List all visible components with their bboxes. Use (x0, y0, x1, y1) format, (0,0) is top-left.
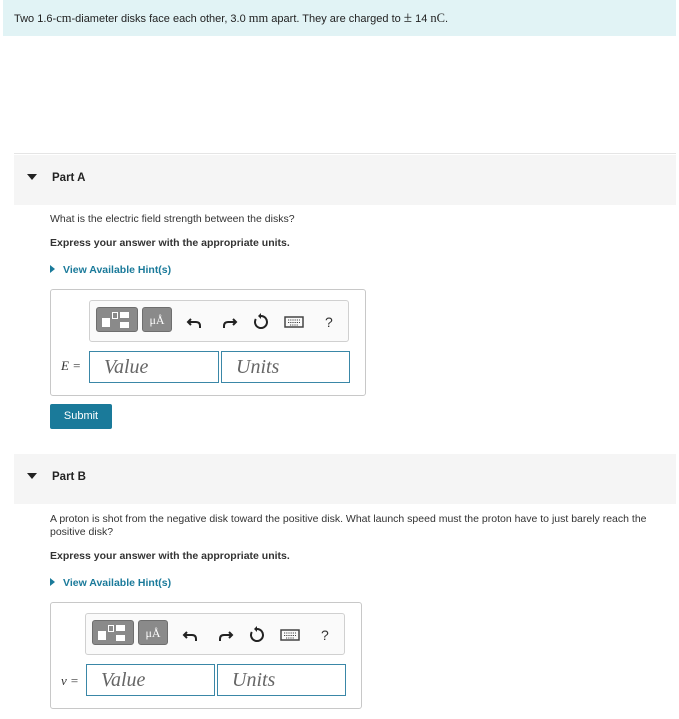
part-a-answer-box (50, 289, 366, 396)
part-a-label: Part A (52, 172, 86, 184)
redo-icon[interactable] (220, 313, 238, 331)
units-input[interactable]: Units (221, 351, 350, 383)
part-b-question: A proton is shot from the negative disk toward the positive disk. What launch speed must the proton have to just barely reach the positive disk? (50, 513, 647, 538)
part-b-header[interactable] (14, 454, 676, 504)
unit-cm: cm (56, 11, 72, 25)
problem-text: . (444, 13, 449, 25)
part-a-hint-link[interactable] (50, 264, 171, 276)
plus-minus-symbol: ± (403, 10, 413, 26)
expand-triangle-icon (50, 578, 55, 586)
fraction-template-icon[interactable] (96, 307, 138, 332)
unit-nc: nC (430, 11, 445, 25)
value-input[interactable]: Value (89, 351, 219, 383)
math-toolbar (89, 300, 349, 342)
problem-text: Two 1.6- (14, 13, 57, 25)
problem-text: apart. They are charged to (268, 13, 404, 25)
undo-icon[interactable] (182, 626, 200, 644)
units-button-label: μÅ (145, 626, 161, 640)
reset-icon[interactable] (248, 626, 266, 644)
part-a-instruction: Express your answer with the appropriate units. (50, 237, 290, 249)
math-toolbar (85, 613, 345, 655)
part-b-label: Part B (52, 471, 86, 483)
units-icon[interactable] (142, 307, 172, 332)
hint-label: View Available Hint(s) (63, 264, 172, 276)
value-input[interactable]: Value (86, 664, 215, 696)
divider (14, 153, 676, 154)
units-input[interactable]: Units (217, 664, 346, 696)
part-b-instruction: Express your answer with the appropriate units. (50, 550, 290, 562)
problem-text: -diameter disks face each other, 3.0 (71, 13, 249, 25)
part-a-question: What is the electric field strength between the disks? (50, 213, 295, 225)
hint-label: View Available Hint(s) (63, 577, 172, 589)
units-button-label: μÅ (149, 313, 165, 327)
variable-v-label: v = (61, 673, 79, 688)
fraction-template-icon[interactable] (92, 620, 134, 645)
collapse-triangle-icon[interactable] (27, 473, 37, 479)
expand-triangle-icon (50, 265, 55, 273)
reset-icon[interactable] (252, 313, 270, 331)
variable-e-label: E = (61, 358, 81, 373)
charge-value: 14 (412, 13, 431, 25)
unit-mm: mm (248, 11, 269, 25)
part-b-hint-link[interactable] (50, 577, 171, 589)
collapse-triangle-icon[interactable] (27, 174, 37, 180)
part-b-answer-box (50, 602, 362, 709)
submit-button[interactable]: Submit (50, 404, 112, 429)
units-icon[interactable] (138, 620, 168, 645)
problem-statement (3, 0, 676, 36)
redo-icon[interactable] (216, 626, 234, 644)
undo-icon[interactable] (186, 313, 204, 331)
keyboard-icon[interactable] (280, 626, 300, 644)
keyboard-icon[interactable] (284, 313, 304, 331)
part-a-header[interactable] (14, 155, 676, 205)
help-icon[interactable]: ? (321, 627, 329, 643)
help-icon[interactable]: ? (325, 314, 333, 330)
